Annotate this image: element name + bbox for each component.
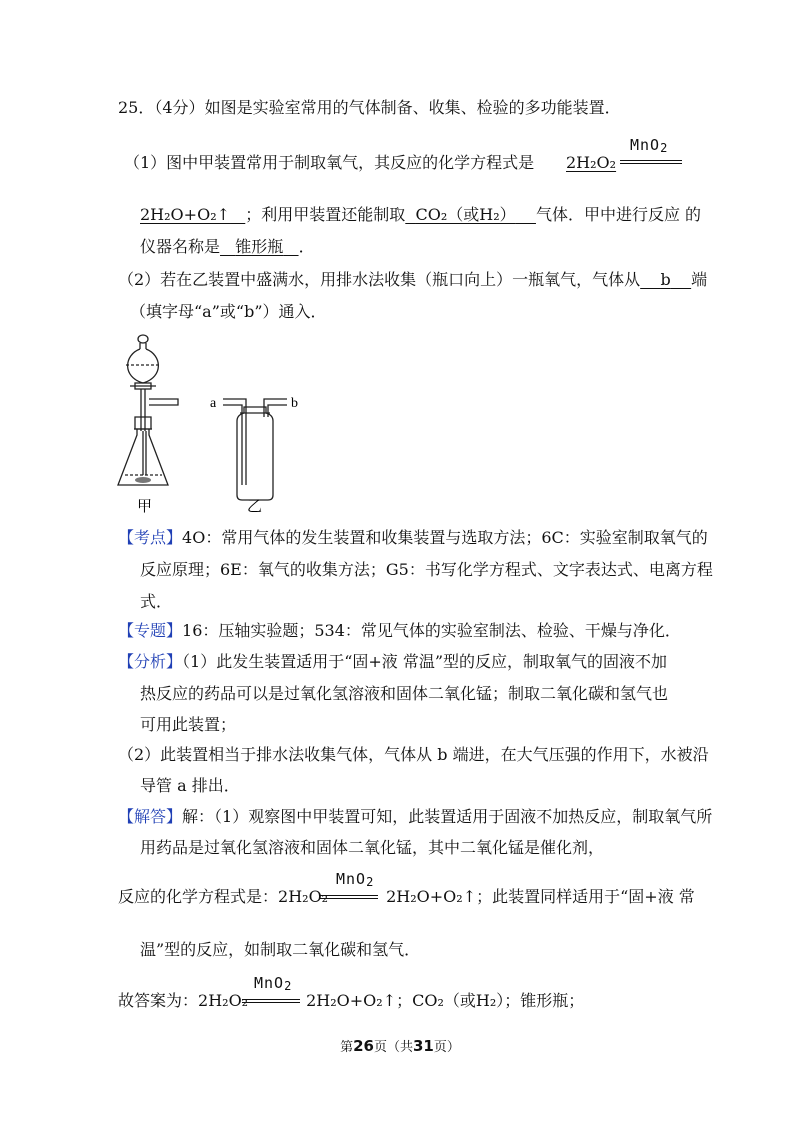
part2-line2: （填字母“a”或“b”）通入．	[130, 302, 327, 321]
eq3-reactant: 2H₂O₂	[198, 991, 249, 1010]
answer-port: b	[660, 270, 671, 289]
kaodian-line3: 式．	[140, 592, 173, 611]
zhuanti-line: 【专题】16：压轴实验题；534：常见气体的实验室制法、检验、干燥与净化．	[118, 621, 681, 640]
fenxi-line3: 可用此装置；	[140, 715, 237, 734]
jieda-line4: 温”型的反应，如制取二氧化碳和氢气．	[140, 940, 421, 959]
eq1-condition-bar	[620, 160, 682, 164]
port-b-label: b	[291, 396, 298, 411]
eq1-catalyst: MnO2	[630, 136, 669, 155]
eq1-products: 2H₂O+O₂↑	[140, 205, 231, 224]
eq3-condition-bar	[242, 999, 300, 1003]
label-jia: 甲	[137, 497, 153, 515]
port-a-label: a	[210, 396, 217, 411]
part1-line3: 仪器名称是 锥形瓶 ．	[140, 237, 315, 256]
jieda-line3: 反应的化学方程式是：2H₂O₂ 2H₂O+O₂↑；此装置同样适用于“固+液 常	[118, 887, 695, 906]
jieda-line2: 用药品是过氧化氢溶液和固体二氧化锰，其中二氧化锰是催化剂，	[140, 838, 605, 857]
eq2-reactant: 2H₂O₂	[278, 887, 329, 906]
page-number: 26	[353, 1037, 374, 1055]
apparatus-figure	[110, 325, 320, 520]
part2-line1: （2）若在乙装置中盛满水，用排水法收集（瓶口向上）一瓶氧气，气体从 b 端	[118, 270, 708, 289]
question-header	[118, 98, 621, 118]
zhuanti-tag: 【专题】	[118, 621, 183, 640]
fenxi-line4: （2）此装置相当于排水法收集气体，气体从 b 端进，在大气压强的作用下，水被沿	[118, 745, 709, 764]
eq2-catalyst: MnO2	[336, 870, 375, 889]
jieda-tag: 【解答】	[118, 807, 183, 826]
question-number: 25．	[118, 98, 155, 117]
answer-summary: 故答案为：2H₂O₂ 2H₂O+O₂↑；CO₂（或H₂）；锥形瓶；	[118, 991, 585, 1010]
total-pages: 31	[413, 1037, 434, 1055]
eq3-products: 2H₂O+O₂↑	[306, 991, 397, 1010]
label-yi: 乙	[247, 497, 263, 515]
fenxi-line2: 热反应的药品可以是过氧化氢溶液和固体二氧化锰；制取二氧化碳和氢气也	[140, 684, 669, 703]
question-score: （4分）	[154, 98, 205, 117]
eq2-products: 2H₂O+O₂↑	[386, 887, 477, 906]
eq1-reactant: 2H₂O₂	[566, 153, 617, 172]
kaodian-tag: 【考点】	[118, 528, 183, 547]
part1-prefix: （1）图中甲装置常用于制取氧气，其反应的化学方程式是	[124, 153, 535, 172]
answer-instrument: 锥形瓶	[235, 237, 284, 256]
eq3-catalyst: MnO2	[254, 974, 293, 993]
part1-line2: 2H₂O+O₂↑ ；利用甲装置还能制取 CO₂（或H₂） 气体．甲中进行反应 的	[140, 205, 702, 224]
fenxi-line1: 【分析】（1）此发生装置适用于“固+液 常温”型的反应，制取氧气的固液不加	[118, 652, 668, 671]
kaodian-line2: 反应原理；6E：氧气的收集方法；G5：书写化学方程式、文字表达式、电离方程	[140, 560, 713, 579]
answer-other-gas: CO₂（或H₂）	[415, 205, 516, 224]
fenxi-line5: 导管 a 排出．	[140, 776, 240, 795]
kaodian-line1: 【考点】4O：常用气体的发生装置和收集装置与选取方法；6C：实验室制取氧气的	[118, 528, 708, 547]
fenxi-tag: 【分析】	[118, 652, 183, 671]
jieda-line1: 【解答】解：（1）观察图中甲装置可知，此装置适用于固液不加热反应，制取氧气所	[118, 807, 713, 826]
question-stem: 如图是实验室常用的气体制备、收集、检验的多功能装置．	[204, 98, 621, 117]
eq2-condition-bar	[320, 895, 378, 899]
page-footer: 第26页（共31页）	[340, 1037, 460, 1055]
